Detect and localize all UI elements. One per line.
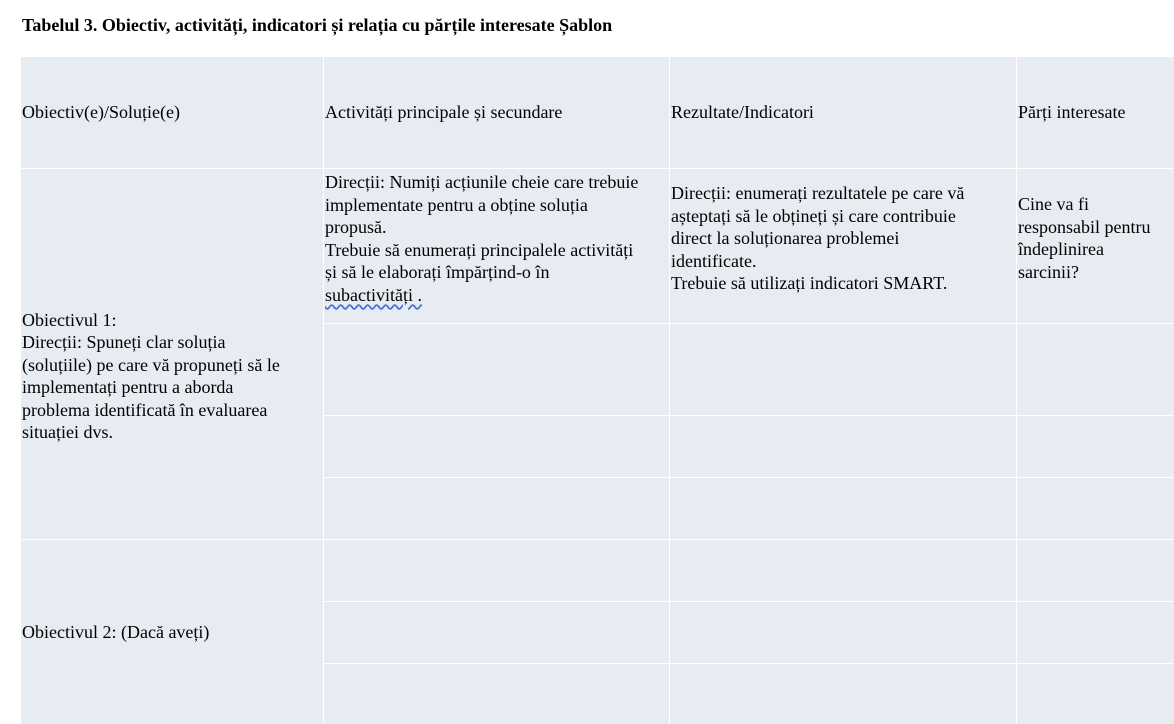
activities-cell-2[interactable] xyxy=(324,324,670,416)
stakeholders-question: îndeplinirea xyxy=(1018,239,1104,259)
results-cell-3[interactable] xyxy=(670,416,1017,478)
activities-directions: și să le elaborați împărțind-o în xyxy=(325,262,550,282)
results-cell-2[interactable] xyxy=(670,324,1017,416)
objective-2-cell[interactable] xyxy=(21,540,324,724)
table-row xyxy=(21,540,1174,602)
stakeholders-cell-5[interactable] xyxy=(1017,540,1174,602)
table-caption: Tabelul 3. Obiectiv, activități, indicatori și relația cu părțile interesate Șablon xyxy=(22,15,613,35)
objective-1-cell[interactable] xyxy=(21,169,324,540)
results-cell-6[interactable] xyxy=(670,602,1017,664)
activities-cell-5[interactable] xyxy=(324,540,670,602)
objective-1-label: Obiectivul 1: xyxy=(22,309,117,330)
table-row xyxy=(21,169,1174,324)
objective-1-text: (soluțiile) pe care vă propuneți să le xyxy=(22,354,280,375)
objective-1-text: implementați pentru a aborda xyxy=(22,377,234,397)
stakeholders-question: responsabil pentru xyxy=(1018,216,1151,237)
activities-cell-3[interactable] xyxy=(324,416,670,478)
stakeholders-cell-4[interactable] xyxy=(1017,478,1174,540)
stakeholders-cell-7[interactable] xyxy=(1017,664,1174,724)
header-objectives[interactable]: Obiectiv(e)/Soluție(e) xyxy=(21,57,324,169)
activities-cell-1[interactable] xyxy=(324,169,670,324)
activities-directions: propusă. xyxy=(325,217,387,237)
results-cell-1[interactable] xyxy=(670,169,1017,324)
stakeholders-cell-1[interactable] xyxy=(1017,169,1174,324)
objective-1-text: problema identificată în evaluarea xyxy=(22,399,268,420)
results-directions: Direcții: enumerați rezultatele pe care vă xyxy=(671,183,965,203)
activities-directions: Direcții: Numiți acțiunile cheie care trebuie xyxy=(325,172,639,192)
activities-cell-4[interactable] xyxy=(324,478,670,540)
objective-1-text: Direcții: Spuneți clar soluția xyxy=(22,332,226,352)
results-directions: așteptați să le obțineți și care contribuie xyxy=(671,205,956,226)
objectives-table xyxy=(20,56,1174,724)
results-cell-4[interactable] xyxy=(670,478,1017,540)
stakeholders-cell-2[interactable] xyxy=(1017,324,1174,416)
stakeholders-cell-3[interactable] xyxy=(1017,416,1174,478)
header-results[interactable]: Rezultate/Indicatori xyxy=(670,57,1017,169)
header-activities[interactable]: Activități principale și secundare xyxy=(324,57,670,169)
stakeholders-question: sarcinii? xyxy=(1018,261,1079,282)
activities-directions: Trebuie să enumerați principalele activități xyxy=(325,239,634,260)
objective-1-text: situației dvs. xyxy=(22,422,113,442)
stakeholders-question: Cine va fi xyxy=(1018,194,1089,214)
header-row xyxy=(21,57,1174,169)
results-directions: identificate. xyxy=(671,250,757,271)
results-cell-5[interactable] xyxy=(670,540,1017,602)
activities-cell-7[interactable] xyxy=(324,664,670,724)
activities-cell-6[interactable] xyxy=(324,602,670,664)
results-directions: Trebuie să utilizați indicatori SMART. xyxy=(671,273,948,293)
stakeholders-cell-6[interactable] xyxy=(1017,602,1174,664)
results-directions: direct la soluționarea problemei xyxy=(671,228,900,248)
results-cell-7[interactable] xyxy=(670,664,1017,724)
activities-directions: implementate pentru a obține soluția xyxy=(325,194,588,215)
objective-2-label: Obiectivul 2: (Dacă aveți) xyxy=(22,622,210,643)
subactivities-text: subactivități . xyxy=(325,284,422,305)
header-stakeholders[interactable]: Părți interesate xyxy=(1017,57,1174,169)
